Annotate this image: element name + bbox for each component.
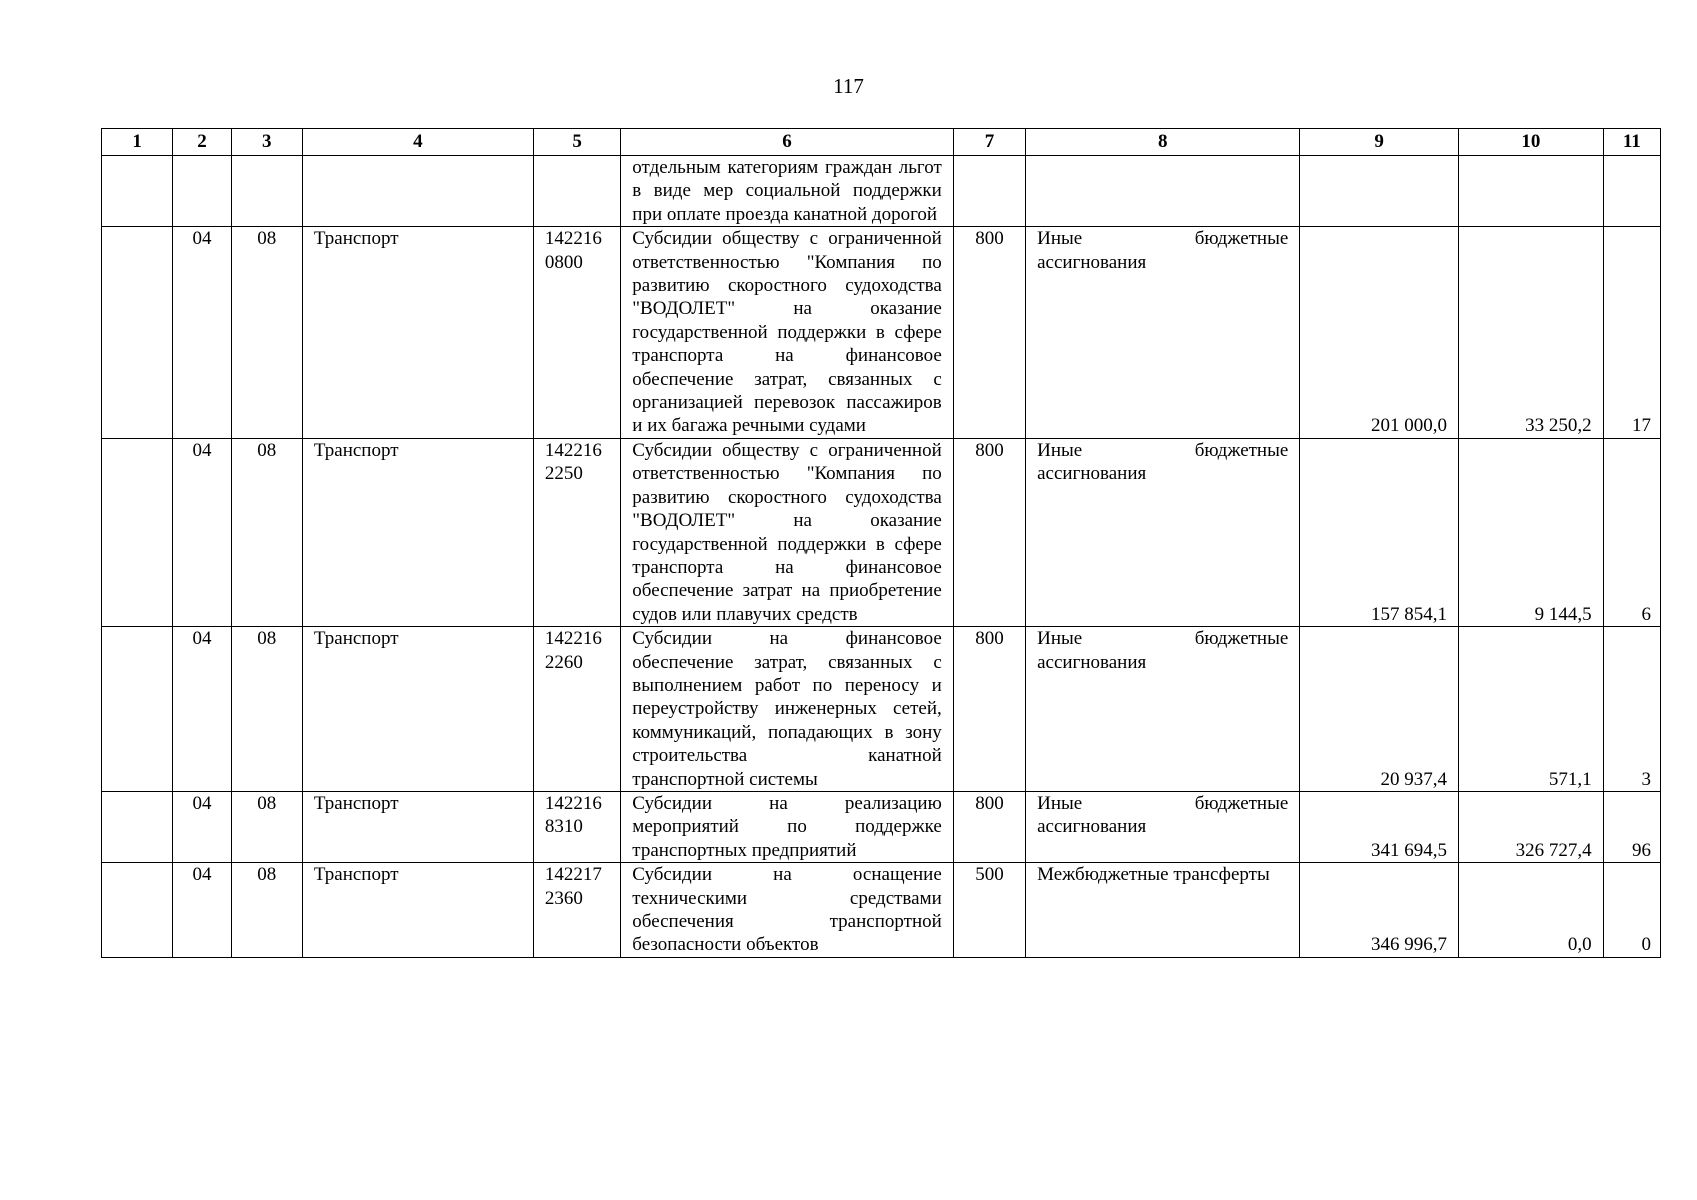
budget-table xyxy=(101,128,1661,958)
cell-plan-amount xyxy=(1300,156,1459,227)
cell-subsection: 08 xyxy=(231,627,302,792)
page-number: 117 xyxy=(833,74,864,98)
column-header: 2 xyxy=(173,129,231,156)
cell-description: Субсидии обществу с ограниченной ответственностью "Компания по развитию скоростного судоходства "ВОДОЛЕТ" на оказание государственной поддержки в сфере транспорта на финансовое обеспечение затрат на приобретение судов или плавучих средств xyxy=(621,438,953,626)
cell-percent: 6 xyxy=(1603,438,1660,626)
cell-section: 04 xyxy=(173,438,231,626)
cell-section-name: Транспорт xyxy=(302,627,533,792)
cell-description: Субсидии на реализацию мероприятий по поддержке транспортных предприятий xyxy=(621,791,953,862)
cell-plan-amount: 346 996,7 xyxy=(1300,863,1459,958)
cell-subsection: 08 xyxy=(231,791,302,862)
column-header: 1 xyxy=(102,129,173,156)
column-header: 11 xyxy=(1603,129,1660,156)
cell-target-code: 142216 2260 xyxy=(533,627,620,792)
cell-plan-amount: 201 000,0 xyxy=(1300,227,1459,439)
column-header: 10 xyxy=(1459,129,1604,156)
cell-expense-type: Иные бюджетные ассигнования xyxy=(1026,227,1300,439)
cell-target-code: 142216 2250 xyxy=(533,438,620,626)
cell-actual-amount: 326 727,4 xyxy=(1459,791,1604,862)
table-row xyxy=(102,791,1661,862)
cell-actual-amount: 33 250,2 xyxy=(1459,227,1604,439)
table-row xyxy=(102,438,1661,626)
cell-expense-type: Межбюджетные трансферты xyxy=(1026,863,1300,958)
cell-subsection xyxy=(231,156,302,227)
cell-col1 xyxy=(102,156,173,227)
cell-actual-amount: 571,1 xyxy=(1459,627,1604,792)
cell-plan-amount: 341 694,5 xyxy=(1300,791,1459,862)
cell-target-code: 142216 0800 xyxy=(533,227,620,439)
column-header: 4 xyxy=(302,129,533,156)
cell-expense-code: 800 xyxy=(953,791,1025,862)
cell-expense-type: Иные бюджетные ассигнования xyxy=(1026,438,1300,626)
cell-section-name: Транспорт xyxy=(302,791,533,862)
cell-percent: 0 xyxy=(1603,863,1660,958)
cell-section xyxy=(173,156,231,227)
cell-description: Субсидии на финансовое обеспечение затрат, связанных с выполнением работ по переносу и переустройству инженерных сетей, коммуникаций, попадающих в зону строительства канатной транспортной системы xyxy=(621,627,953,792)
cell-section: 04 xyxy=(173,627,231,792)
cell-section: 04 xyxy=(173,791,231,862)
cell-subsection: 08 xyxy=(231,863,302,958)
cell-section: 04 xyxy=(173,227,231,439)
column-header: 3 xyxy=(231,129,302,156)
cell-expense-code: 500 xyxy=(953,863,1025,958)
cell-percent: 17 xyxy=(1603,227,1660,439)
cell-col1 xyxy=(102,791,173,862)
column-header: 9 xyxy=(1300,129,1459,156)
table-row xyxy=(102,156,1661,227)
cell-target-code: 142217 2360 xyxy=(533,863,620,958)
column-header: 5 xyxy=(533,129,620,156)
cell-section: 04 xyxy=(173,863,231,958)
cell-actual-amount: 0,0 xyxy=(1459,863,1604,958)
cell-col1 xyxy=(102,227,173,439)
cell-description: Субсидии обществу с ограниченной ответственностью "Компания по развитию скоростного судоходства "ВОДОЛЕТ" на оказание государственной поддержки в сфере транспорта на финансовое обеспечение затрат, связанных с организацией перевозок пассажиров и их багажа речными судами xyxy=(621,227,953,439)
cell-col1 xyxy=(102,863,173,958)
cell-section-name: Транспорт xyxy=(302,863,533,958)
cell-col1 xyxy=(102,627,173,792)
cell-section-name: Транспорт xyxy=(302,438,533,626)
cell-expense-type: Иные бюджетные ассигнования xyxy=(1026,791,1300,862)
table-row xyxy=(102,227,1661,439)
cell-description: Субсидии на оснащение техническими средствами обеспечения транспортной безопасности объектов xyxy=(621,863,953,958)
cell-target-code xyxy=(533,156,620,227)
cell-description: отдельным категориям граждан льгот в виде мер социальной поддержки при оплате проезда канатной дорогой xyxy=(621,156,953,227)
column-header: 7 xyxy=(953,129,1025,156)
cell-expense-code: 800 xyxy=(953,438,1025,626)
cell-percent: 3 xyxy=(1603,627,1660,792)
cell-expense-code xyxy=(953,156,1025,227)
cell-col1 xyxy=(102,438,173,626)
header-row xyxy=(102,129,1661,156)
table-row xyxy=(102,863,1661,958)
cell-plan-amount: 20 937,4 xyxy=(1300,627,1459,792)
cell-expense-type xyxy=(1026,156,1300,227)
cell-target-code: 142216 8310 xyxy=(533,791,620,862)
column-header: 8 xyxy=(1026,129,1300,156)
cell-actual-amount xyxy=(1459,156,1604,227)
cell-subsection: 08 xyxy=(231,227,302,439)
cell-expense-type: Иные бюджетные ассигнования xyxy=(1026,627,1300,792)
table-row xyxy=(102,627,1661,792)
cell-expense-code: 800 xyxy=(953,227,1025,439)
column-header: 6 xyxy=(621,129,953,156)
cell-section-name xyxy=(302,156,533,227)
cell-plan-amount: 157 854,1 xyxy=(1300,438,1459,626)
cell-actual-amount: 9 144,5 xyxy=(1459,438,1604,626)
cell-percent xyxy=(1603,156,1660,227)
cell-subsection: 08 xyxy=(231,438,302,626)
cell-section-name: Транспорт xyxy=(302,227,533,439)
cell-percent: 96 xyxy=(1603,791,1660,862)
cell-expense-code: 800 xyxy=(953,627,1025,792)
